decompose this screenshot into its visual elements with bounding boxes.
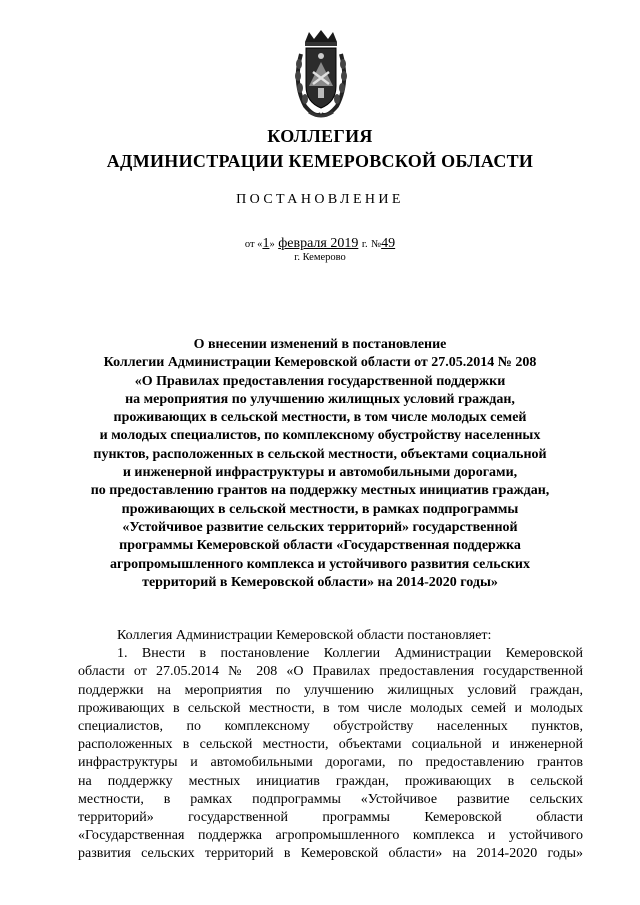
item1-line: инфраструктуры и автомобильными дорогами, по предоставлению грантов bbox=[78, 755, 583, 771]
item1-line: «Государственная поддержка агропромышленного комплекса и устойчивого bbox=[78, 828, 583, 844]
item1-line: специалистов, по комплексному обустройству населенных пунктов, bbox=[78, 719, 583, 735]
date-day: 1 bbox=[262, 236, 270, 251]
title-line: «Устойчивое развитие сельских территорий» государственной bbox=[122, 519, 518, 535]
title-line: и молодых специалистов, по комплексному обустройству населенных bbox=[99, 428, 541, 444]
date-year-suffix: г. bbox=[361, 239, 368, 250]
organization-name-line2: АДМИНИСТРАЦИИ КЕМЕРОВСКОЙ ОБЛАСТИ bbox=[106, 151, 534, 171]
title-line: и инженерной инфраструктуры и автомобильными дорогами, bbox=[122, 465, 518, 481]
item1-line: области от 27.05.2014 № 208 «О Правилах предоставления государственной bbox=[78, 664, 583, 680]
document-title bbox=[40, 336, 600, 592]
coat-of-arms-icon bbox=[291, 28, 351, 122]
date-prefix: от « bbox=[244, 239, 263, 250]
city-name: г. Кемерово bbox=[294, 252, 346, 263]
document-date-number bbox=[0, 236, 640, 252]
item1-line: проживающих в сельской местности, в том числе молодых семей и молодых bbox=[78, 700, 583, 716]
item1-line: местности, в рамках подпрограммы «Устойчивое развитие сельских bbox=[78, 791, 583, 807]
item1-line: 1. Внести в постановление Коллегии Администрации Кемеровской bbox=[117, 646, 583, 662]
title-line: по предоставлению грантов на поддержку местных инициатив граждан, bbox=[90, 483, 550, 499]
item1-line: развития сельских территорий в Кемеровской области» на 2014-2020 годы» bbox=[78, 846, 583, 862]
item1-line: территорий» государственной программы Кемеровской области bbox=[78, 810, 583, 826]
title-line: Коллегии Администрации Кемеровской области от 27.05.2014 № 208 bbox=[103, 355, 537, 371]
intro-paragraph: Коллегия Администрации Кемеровской области постановляет: bbox=[117, 628, 492, 643]
number-label: № bbox=[371, 239, 382, 250]
title-line: территорий в Кемеровской области» на 2014-2020 годы» bbox=[142, 574, 498, 590]
title-line: «О Правилах предоставления государственной поддержки bbox=[134, 373, 506, 389]
document-body bbox=[78, 627, 583, 864]
date-month-year: февраля 2019 bbox=[278, 236, 359, 251]
title-line: агропромышленного комплекса и устойчивого развития сельских bbox=[110, 556, 530, 572]
title-line: проживающих в сельской местности, в рамках подпрограммы bbox=[121, 501, 519, 517]
title-line: пунктов, расположенных в сельской местности, объектами социальной bbox=[93, 446, 547, 462]
item1-line: расположенных в сельской местности, объектами социальной и инженерной bbox=[78, 737, 583, 753]
organization-name-line1: КОЛЛЕГИЯ bbox=[267, 126, 373, 146]
title-line: на мероприятия по улучшению жилищных условий граждан, bbox=[125, 391, 515, 407]
document-type: ПОСТАНОВЛЕНИЕ bbox=[236, 192, 404, 207]
item1-line: на поддержку местных инициатив граждан, проживающих в сельской bbox=[78, 773, 583, 789]
title-line: проживающих в сельской местности, в том числе молодых семей bbox=[113, 410, 527, 426]
document-number: 49 bbox=[381, 236, 396, 251]
item1-line: поддержки на мероприятия по улучшению жилищных условий граждан, bbox=[78, 682, 583, 698]
title-line: программы Кемеровской области «Государственная поддержка bbox=[119, 538, 521, 554]
title-line: О внесении изменений в постановление bbox=[193, 337, 447, 352]
date-quote-close: » bbox=[269, 239, 275, 250]
